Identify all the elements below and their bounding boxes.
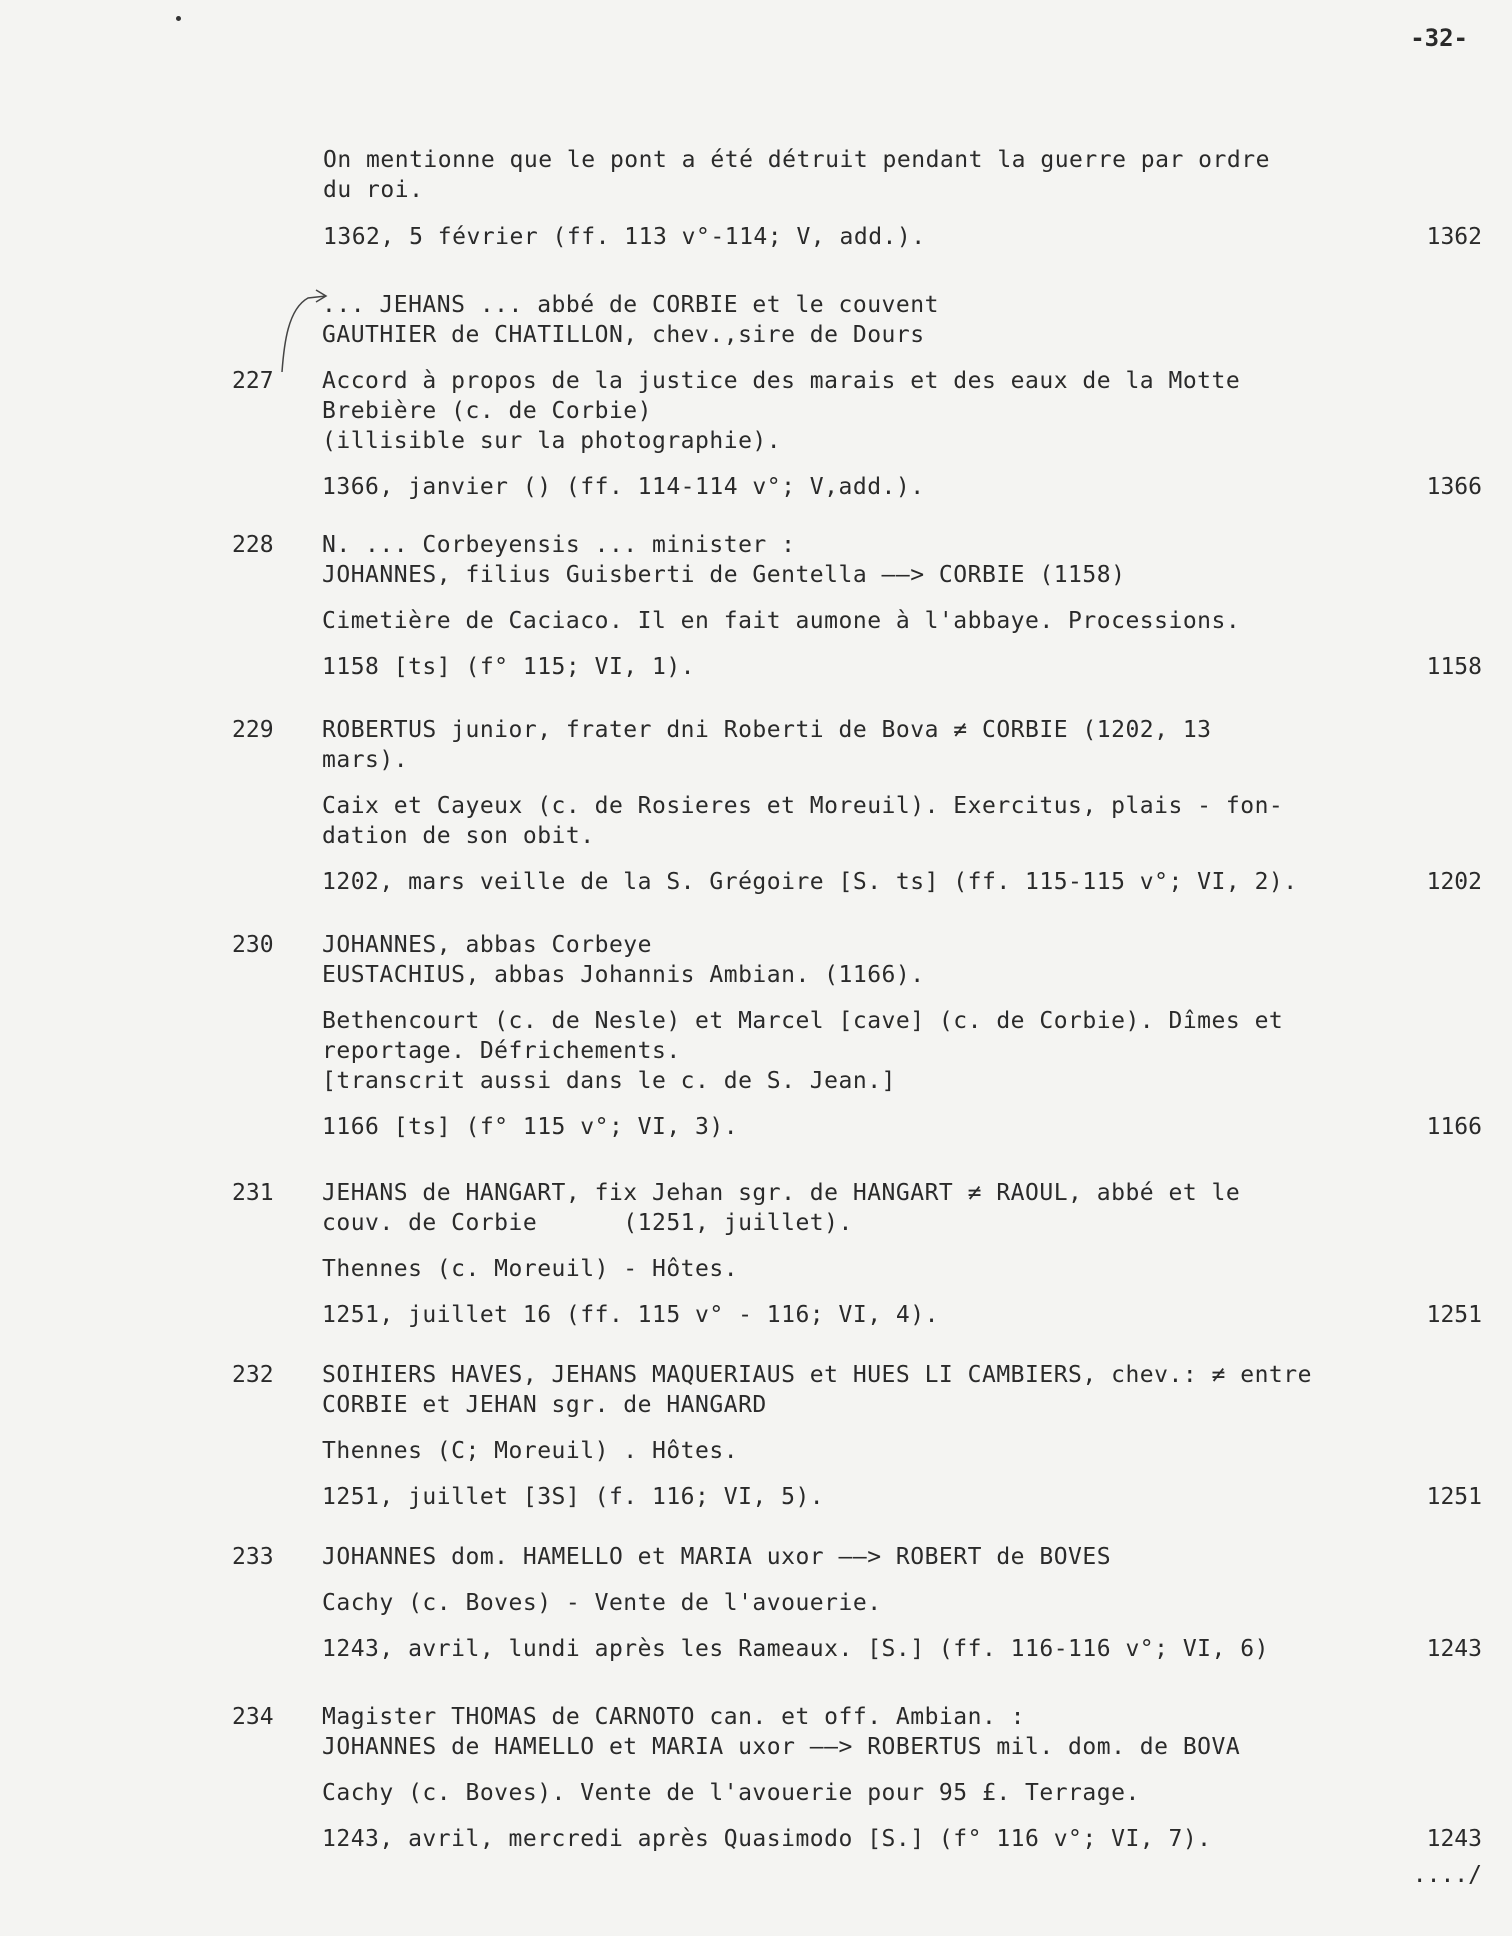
entry-number: 233 bbox=[232, 1544, 274, 1570]
entry-year: 1251 bbox=[1426, 1484, 1482, 1510]
entry-summary-line: [transcrit aussi dans le c. de S. Jean.] bbox=[322, 1068, 896, 1094]
entry-summary-line: Caix et Cayeux (c. de Rosieres et Moreuil). Exercitus, plais - fon- bbox=[322, 793, 1284, 819]
entry-year: 1366 bbox=[1426, 474, 1482, 500]
entry-summary-line: Thennes (c. Moreuil) - Hôtes. bbox=[322, 1256, 739, 1282]
entry-summary-line: reportage. Défrichements. bbox=[322, 1038, 681, 1064]
entry-number: 234 bbox=[232, 1704, 274, 1730]
entry-parties-line: CORBIE et JEHAN sgr. de HANGARD bbox=[322, 1392, 767, 1418]
entry-parties-line: ROBERTUS junior, frater dni Roberti de Bova ≠ CORBIE (1202, 13 bbox=[322, 717, 1212, 743]
entry-parties-line: JOHANNES, abbas Corbeye bbox=[322, 932, 652, 958]
handwritten-arrow-icon bbox=[270, 284, 330, 374]
entry-parties-line: Magister THOMAS de CARNOTO can. et off. Ambian. : bbox=[322, 1704, 1026, 1730]
entry-year: 1251 bbox=[1426, 1302, 1482, 1328]
intro-date-line: 1362, 5 février (ff. 113 v°-114; V, add.). bbox=[323, 224, 926, 250]
entry-number: 227 bbox=[232, 368, 274, 394]
entry-date-line: 1158 [ts] (f° 115; VI, 1). bbox=[322, 654, 696, 680]
page-number: -32- bbox=[1410, 24, 1468, 52]
entry-parties-line: couv. de Corbie (1251, juillet). bbox=[322, 1210, 853, 1236]
entry-summary-line: dation de son obit. bbox=[322, 823, 595, 849]
entry-year: 1243 bbox=[1426, 1826, 1482, 1852]
entry-summary-line: Cachy (c. Boves). Vente de l'avouerie pour 95 £. Terrage. bbox=[322, 1780, 1140, 1806]
entry-number: 228 bbox=[232, 532, 274, 558]
entry-parties-line: JOHANNES, filius Guisberti de Gentella ——> CORBIE (1158) bbox=[322, 562, 1126, 588]
entry-summary-line: Bethencourt (c. de Nesle) et Marcel [cave] (c. de Corbie). Dîmes et bbox=[322, 1008, 1284, 1034]
stray-mark bbox=[176, 16, 181, 21]
entry-date-line: 1202, mars veille de la S. Grégoire [S. ts] (ff. 115-115 v°; VI, 2). bbox=[322, 869, 1298, 895]
entry-parties-line: mars). bbox=[322, 747, 409, 773]
entry-date-line: 1251, juillet 16 (ff. 115 v° - 116; VI, 4). bbox=[322, 1302, 939, 1328]
entry-parties-line: SOIHIERS HAVES, JEHANS MAQUERIAUS et HUES LI CAMBIERS, chev.: ≠ entre bbox=[322, 1362, 1312, 1388]
entry-parties-line: N. ... Corbeyensis ... minister : bbox=[322, 532, 796, 558]
entry-year: 1202 bbox=[1426, 869, 1482, 895]
entry-parties-line: JOHANNES dom. HAMELLO et MARIA uxor ——> ROBERT de BOVES bbox=[322, 1544, 1112, 1570]
entry-number: 232 bbox=[232, 1362, 274, 1388]
entry-number: 231 bbox=[232, 1180, 274, 1206]
intro-line: On mentionne que le pont a été détruit pendant la guerre par ordre bbox=[323, 147, 1270, 173]
entry-parties-line: JEHANS de HANGART, fix Jehan sgr. de HANGART ≠ RAOUL, abbé et le bbox=[322, 1180, 1241, 1206]
entry-date-line: 1166 [ts] (f° 115 v°; VI, 3). bbox=[322, 1114, 739, 1140]
entry-summary-line: Brebière (c. de Corbie) bbox=[322, 398, 652, 424]
entry-number: 230 bbox=[232, 932, 274, 958]
intro-line: du roi. bbox=[323, 177, 424, 203]
entry-number: 229 bbox=[232, 717, 274, 743]
entry-parties-line: JOHANNES de HAMELLO et MARIA uxor ——> ROBERTUS mil. dom. de BOVA bbox=[322, 1734, 1241, 1760]
entry-parties-line: EUSTACHIUS, abbas Johannis Ambian. (1166). bbox=[322, 962, 925, 988]
entry-year: 1158 bbox=[1426, 654, 1482, 680]
continuation-mark: ..../ bbox=[1412, 1862, 1482, 1888]
entry-year: 1166 bbox=[1426, 1114, 1482, 1140]
entry-summary-line: (illisible sur la photographie). bbox=[322, 428, 782, 454]
entry-summary-line: Thennes (C; Moreuil) . Hôtes. bbox=[322, 1438, 739, 1464]
entry-date-line: 1251, juillet [3S] (f. 116; VI, 5). bbox=[322, 1484, 825, 1510]
entry-date-line: 1243, avril, mercredi après Quasimodo [S.] (f° 116 v°; VI, 7). bbox=[322, 1826, 1212, 1852]
entry-date-line: 1243, avril, lundi après les Rameaux. [S.] (ff. 116-116 v°; VI, 6) bbox=[322, 1636, 1269, 1662]
entry-parties-line: ... JEHANS ... abbé de CORBIE et le couvent bbox=[322, 292, 939, 318]
entry-summary-line: Cimetière de Caciaco. Il en fait aumone à l'abbaye. Processions. bbox=[322, 608, 1241, 634]
entry-year: 1243 bbox=[1426, 1636, 1482, 1662]
intro-year: 1362 bbox=[1426, 224, 1482, 250]
entry-summary-line: Cachy (c. Boves) - Vente de l'avouerie. bbox=[322, 1590, 882, 1616]
entry-date-line: 1366, janvier () (ff. 114-114 v°; V,add.). bbox=[322, 474, 925, 500]
entry-parties-line: GAUTHIER de CHATILLON, chev.,sire de Dours bbox=[322, 322, 925, 348]
entry-summary-line: Accord à propos de la justice des marais et des eaux de la Motte bbox=[322, 368, 1241, 394]
